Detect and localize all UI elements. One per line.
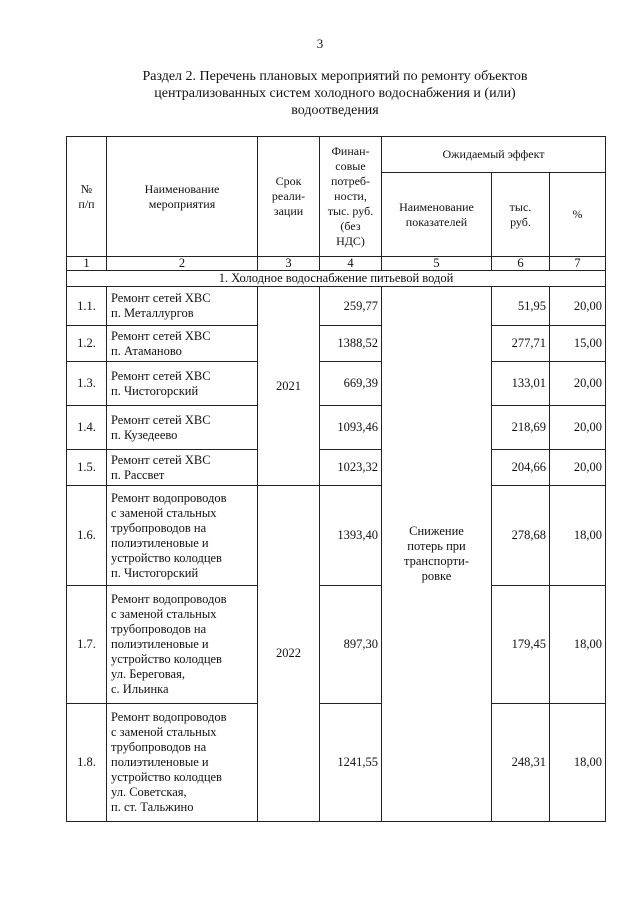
table-row	[67, 287, 606, 326]
row-thousand: 133,01	[492, 362, 550, 406]
title-line: водоотведения	[291, 103, 379, 118]
row-name: Ремонт водопроводов с заменой стальных трубопроводов на полиэтиленовые и устройство колодцев ул. Советская, п. ст. Тальжино	[107, 704, 258, 822]
row-finance: 1393,40	[320, 486, 382, 586]
row-finance: 1388,52	[320, 326, 382, 362]
row-thousand: 204,66	[492, 450, 550, 486]
row-num: 1.5.	[67, 450, 107, 486]
row-num: 1.1.	[67, 287, 107, 326]
row-percent: 20,00	[550, 287, 606, 326]
row-name: Ремонт водопроводов с заменой стальных трубопроводов на полиэтиленовые и устройство колодцев п. Чистогорский	[107, 486, 258, 586]
col-number: 5	[382, 257, 492, 271]
row-percent: 15,00	[550, 326, 606, 362]
row-thousand: 248,31	[492, 704, 550, 822]
row-thousand: 278,68	[492, 486, 550, 586]
section-title: 1. Холодное водоснабжение питьевой водой	[67, 271, 606, 287]
table-row	[67, 406, 606, 450]
measures-table	[66, 136, 606, 822]
row-percent: 18,00	[550, 486, 606, 586]
row-percent: 20,00	[550, 450, 606, 486]
col-number: 7	[550, 257, 606, 271]
title-line: Раздел 2. Перечень плановых мероприятий по ремонту объектов	[142, 69, 528, 84]
row-name: Ремонт сетей ХВС п. Чистогорский	[107, 362, 258, 406]
col-number: 3	[258, 257, 320, 271]
header-percent: %	[550, 173, 606, 257]
row-thousand: 51,95	[492, 287, 550, 326]
row-thousand: 277,71	[492, 326, 550, 362]
row-num: 1.6.	[67, 486, 107, 586]
row-name: Ремонт сетей ХВС п. Кузедеево	[107, 406, 258, 450]
row-thousand: 218,69	[492, 406, 550, 450]
term-2022: 2022	[258, 486, 320, 822]
header-indicator: Наименование показателей	[382, 173, 492, 257]
row-finance: 897,30	[320, 586, 382, 704]
header-thousand: тыс. руб.	[492, 173, 550, 257]
title-line: централизованных систем холодного водоснабжения и (или)	[154, 86, 516, 101]
col-number: 4	[320, 257, 382, 271]
row-percent: 20,00	[550, 362, 606, 406]
indicator-cell: Снижение потерь при транспорти- ровке	[382, 287, 492, 822]
table-row	[67, 704, 606, 822]
header-name: Наименование мероприятия	[107, 137, 258, 257]
row-name: Ремонт сетей ХВС п. Атаманово	[107, 326, 258, 362]
page-number: 3	[316, 36, 324, 51]
col-number: 6	[492, 257, 550, 271]
row-num: 1.8.	[67, 704, 107, 822]
header-effect: Ожидаемый эффект	[382, 137, 606, 173]
row-percent: 18,00	[550, 586, 606, 704]
row-num: 1.3.	[67, 362, 107, 406]
row-percent: 18,00	[550, 704, 606, 822]
row-name: Ремонт водопроводов с заменой стальных трубопроводов на полиэтиленовые и устройство колодцев ул. Береговая, с. Ильинка	[107, 586, 258, 704]
document-title	[100, 68, 570, 119]
term-2021: 2021	[258, 287, 320, 486]
row-name: Ремонт сетей ХВС п. Металлургов	[107, 287, 258, 326]
col-number: 1	[67, 257, 107, 271]
table-row	[67, 362, 606, 406]
row-num: 1.4.	[67, 406, 107, 450]
table-row	[67, 326, 606, 362]
column-number-row	[67, 257, 606, 271]
row-finance: 1023,32	[320, 450, 382, 486]
header-term: Срок реали- зации	[258, 137, 320, 257]
section-row	[67, 271, 606, 287]
row-finance: 1241,55	[320, 704, 382, 822]
row-num: 1.7.	[67, 586, 107, 704]
table-row	[67, 450, 606, 486]
row-finance: 669,39	[320, 362, 382, 406]
table-row	[67, 586, 606, 704]
row-num: 1.2.	[67, 326, 107, 362]
header-finance: Финан- совые потреб- ности, тыс. руб. (без НДС)	[320, 137, 382, 257]
header-num: № п/п	[67, 137, 107, 257]
row-finance: 259,77	[320, 287, 382, 326]
col-number: 2	[107, 257, 258, 271]
table-row	[67, 486, 606, 586]
row-name: Ремонт сетей ХВС п. Рассвет	[107, 450, 258, 486]
row-percent: 20,00	[550, 406, 606, 450]
row-thousand: 179,45	[492, 586, 550, 704]
row-finance: 1093,46	[320, 406, 382, 450]
